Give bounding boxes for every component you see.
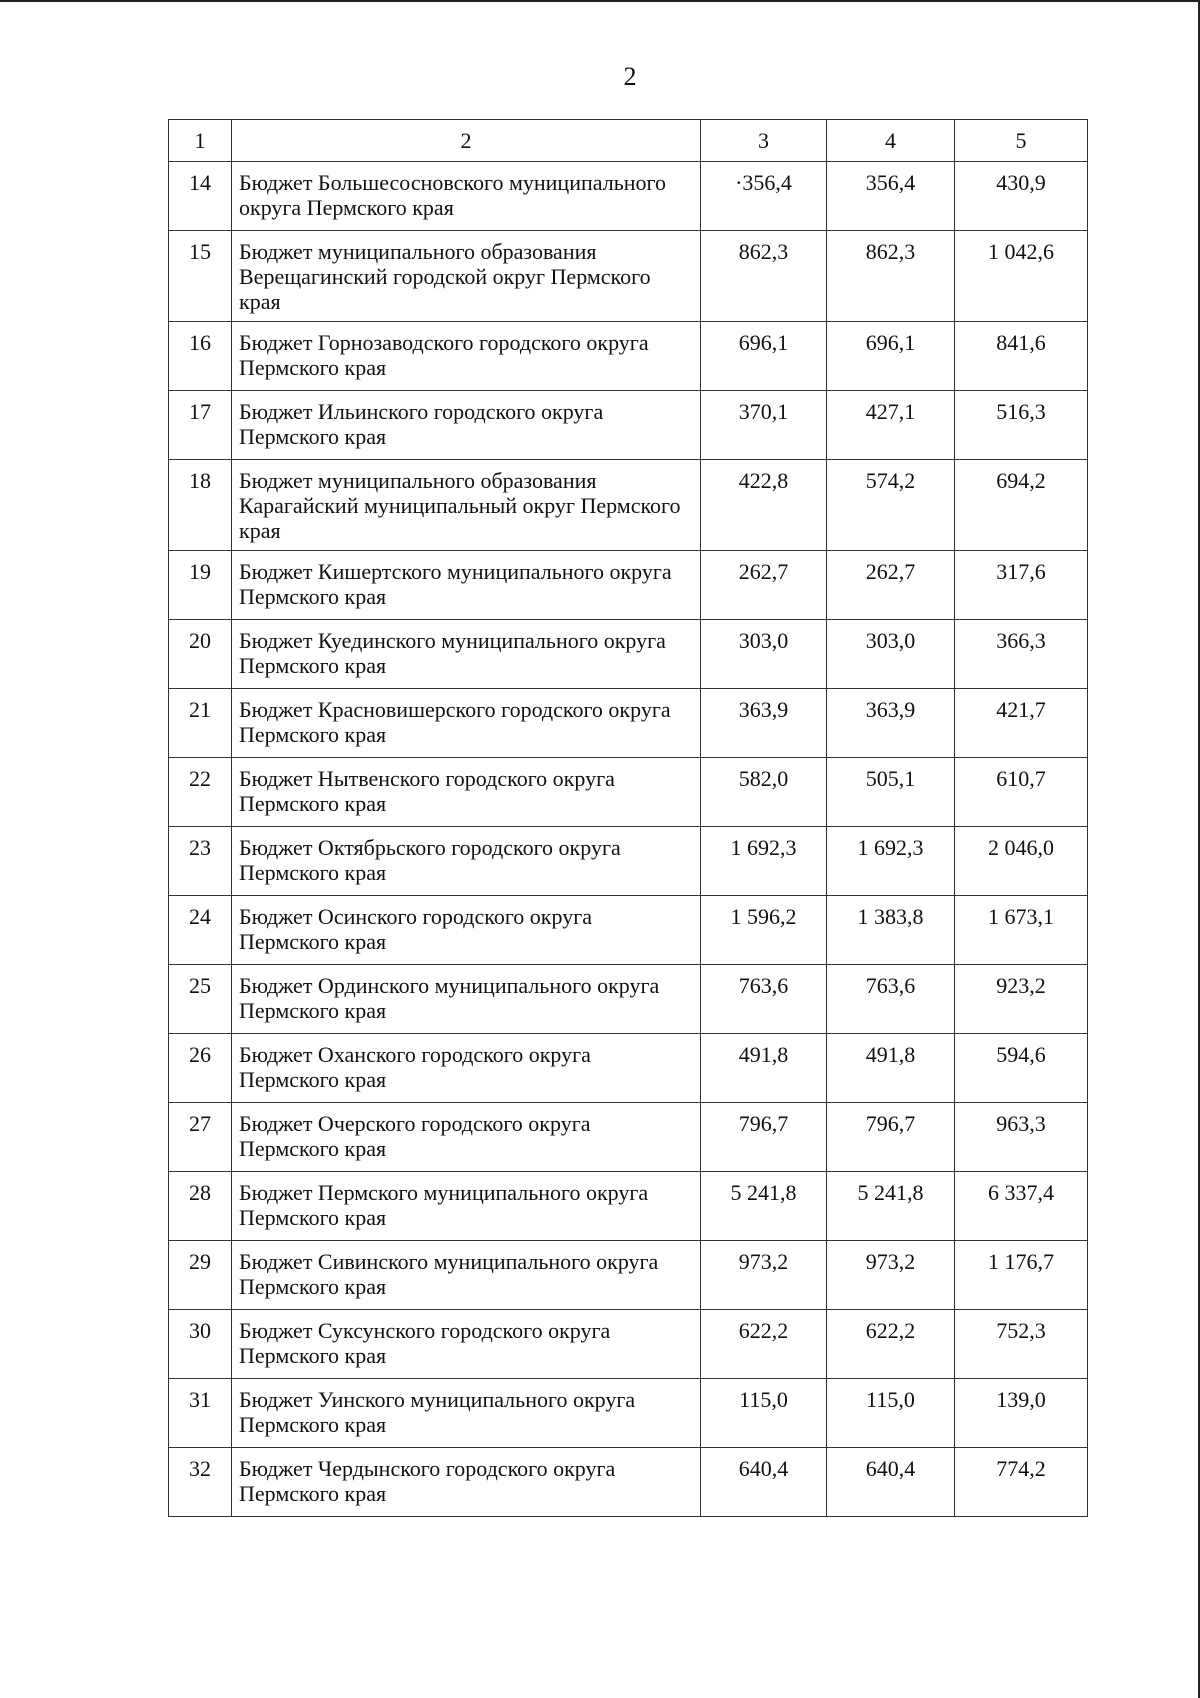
table-row	[169, 1172, 1088, 1241]
table-row	[169, 1448, 1088, 1517]
row-number-cell: 14	[169, 162, 232, 231]
value-col4-cell: 5 241,8	[827, 1172, 955, 1241]
value-col3-cell: 862,3	[701, 231, 827, 322]
value-col5-cell: 1 176,7	[955, 1241, 1088, 1310]
value-col5-cell: 594,6	[955, 1034, 1088, 1103]
budget-name-cell: Бюджет Горнозаводского городского округа Пермского края	[232, 322, 701, 391]
value-col4-cell: 640,4	[827, 1448, 955, 1517]
row-number-cell: 24	[169, 896, 232, 965]
value-col3-cell: 262,7	[701, 551, 827, 620]
value-col4-cell: 303,0	[827, 620, 955, 689]
row-number-cell: 17	[169, 391, 232, 460]
table-row	[169, 1034, 1088, 1103]
value-col3-cell: 363,9	[701, 689, 827, 758]
budget-name-cell: Бюджет Пермского муниципального округа Пермского края	[232, 1172, 701, 1241]
value-col4-cell: 491,8	[827, 1034, 955, 1103]
row-number-cell: 23	[169, 827, 232, 896]
value-col3-cell: 1 596,2	[701, 896, 827, 965]
row-number-cell: 22	[169, 758, 232, 827]
row-number-cell: 18	[169, 460, 232, 551]
budget-name-cell: Бюджет муниципального образования Верещагинский городской округ Пермского края	[232, 231, 701, 322]
table-row	[169, 1379, 1088, 1448]
value-col4-cell: 574,2	[827, 460, 955, 551]
value-col5-cell: 694,2	[955, 460, 1088, 551]
value-col4-cell: 262,7	[827, 551, 955, 620]
column-header: 4	[827, 120, 955, 162]
row-number-cell: 25	[169, 965, 232, 1034]
value-col3-cell: 370,1	[701, 391, 827, 460]
value-col5-cell: 610,7	[955, 758, 1088, 827]
table-row	[169, 620, 1088, 689]
budget-name-cell: Бюджет Сивинского муниципального округа Пермского края	[232, 1241, 701, 1310]
value-col3-cell: 1 692,3	[701, 827, 827, 896]
value-col5-cell: 963,3	[955, 1103, 1088, 1172]
row-number-cell: 29	[169, 1241, 232, 1310]
value-col5-cell: 6 337,4	[955, 1172, 1088, 1241]
value-col3-cell: 582,0	[701, 758, 827, 827]
value-col5-cell: 317,6	[955, 551, 1088, 620]
budget-name-cell: Бюджет Суксунского городского округа Пермского края	[232, 1310, 701, 1379]
table-row	[169, 827, 1088, 896]
budget-name-cell: Бюджет Осинского городского округа Пермского края	[232, 896, 701, 965]
value-col4-cell: 427,1	[827, 391, 955, 460]
value-col4-cell: 796,7	[827, 1103, 955, 1172]
value-col4-cell: 696,1	[827, 322, 955, 391]
column-header: 3	[701, 120, 827, 162]
budget-name-cell: Бюджет Кишертского муниципального округа Пермского края	[232, 551, 701, 620]
value-col4-cell: 862,3	[827, 231, 955, 322]
budget-name-cell: Бюджет муниципального образования Карагайский муниципальный округ Пермского края	[232, 460, 701, 551]
row-number-cell: 19	[169, 551, 232, 620]
value-col4-cell: 763,6	[827, 965, 955, 1034]
value-col3-cell: 622,2	[701, 1310, 827, 1379]
column-header: 5	[955, 120, 1088, 162]
value-col5-cell: 774,2	[955, 1448, 1088, 1517]
table-row	[169, 1310, 1088, 1379]
row-number-cell: 32	[169, 1448, 232, 1517]
value-col4-cell: 115,0	[827, 1379, 955, 1448]
row-number-cell: 31	[169, 1379, 232, 1448]
row-number-cell: 27	[169, 1103, 232, 1172]
table-row	[169, 1241, 1088, 1310]
column-header: 1	[169, 120, 232, 162]
budget-name-cell: Бюджет Ординского муниципального округа Пермского края	[232, 965, 701, 1034]
value-col4-cell: 356,4	[827, 162, 955, 231]
budget-name-cell: Бюджет Октябрьского городского округа Пермского края	[232, 827, 701, 896]
value-col3-cell: 796,7	[701, 1103, 827, 1172]
value-col5-cell: 1 042,6	[955, 231, 1088, 322]
budget-name-cell: Бюджет Чердынского городского округа Пермского края	[232, 1448, 701, 1517]
value-col5-cell: 923,2	[955, 965, 1088, 1034]
row-number-cell: 30	[169, 1310, 232, 1379]
value-col5-cell: 366,3	[955, 620, 1088, 689]
row-number-cell: 16	[169, 322, 232, 391]
column-header: 2	[232, 120, 701, 162]
row-number-cell: 15	[169, 231, 232, 322]
value-col4-cell: 505,1	[827, 758, 955, 827]
table-row	[169, 460, 1088, 551]
row-number-cell: 28	[169, 1172, 232, 1241]
value-col3-cell: 303,0	[701, 620, 827, 689]
budget-name-cell: Бюджет Куединского муниципального округа Пермского края	[232, 620, 701, 689]
value-col5-cell: 1 673,1	[955, 896, 1088, 965]
value-col4-cell: 622,2	[827, 1310, 955, 1379]
table-row	[169, 689, 1088, 758]
page-number: 2	[623, 62, 637, 91]
budget-table	[168, 119, 1088, 1517]
value-col3-cell: ·356,4	[701, 162, 827, 231]
row-number-cell: 21	[169, 689, 232, 758]
value-col5-cell: 139,0	[955, 1379, 1088, 1448]
value-col3-cell: 640,4	[701, 1448, 827, 1517]
row-number-cell: 20	[169, 620, 232, 689]
table-row	[169, 758, 1088, 827]
value-col4-cell: 973,2	[827, 1241, 955, 1310]
table-body	[169, 120, 1088, 1517]
value-col4-cell: 1 692,3	[827, 827, 955, 896]
table-row	[169, 1103, 1088, 1172]
table-header-row	[169, 120, 1088, 162]
table-row	[169, 896, 1088, 965]
row-number-cell: 26	[169, 1034, 232, 1103]
table-row	[169, 965, 1088, 1034]
value-col5-cell: 752,3	[955, 1310, 1088, 1379]
value-col3-cell: 422,8	[701, 460, 827, 551]
value-col5-cell: 841,6	[955, 322, 1088, 391]
table-row	[169, 162, 1088, 231]
value-col3-cell: 115,0	[701, 1379, 827, 1448]
budget-name-cell: Бюджет Оханского городского округа Пермского края	[232, 1034, 701, 1103]
value-col5-cell: 421,7	[955, 689, 1088, 758]
scan-border-top	[0, 0, 1200, 2]
value-col5-cell: 2 046,0	[955, 827, 1088, 896]
table-row	[169, 551, 1088, 620]
value-col3-cell: 5 241,8	[701, 1172, 827, 1241]
table-row	[169, 231, 1088, 322]
value-col3-cell: 973,2	[701, 1241, 827, 1310]
table-row	[169, 391, 1088, 460]
budget-name-cell: Бюджет Очерского городского округа Пермского края	[232, 1103, 701, 1172]
value-col4-cell: 363,9	[827, 689, 955, 758]
budget-name-cell: Бюджет Красновишерского городского округа Пермского края	[232, 689, 701, 758]
budget-name-cell: Бюджет Ильинского городского округа Пермского края	[232, 391, 701, 460]
value-col3-cell: 491,8	[701, 1034, 827, 1103]
value-col4-cell: 1 383,8	[827, 896, 955, 965]
value-col3-cell: 696,1	[701, 322, 827, 391]
value-col3-cell: 763,6	[701, 965, 827, 1034]
table-row	[169, 322, 1088, 391]
budget-name-cell: Бюджет Уинского муниципального округа Пермского края	[232, 1379, 701, 1448]
budget-name-cell: Бюджет Нытвенского городского округа Пермского края	[232, 758, 701, 827]
value-col5-cell: 430,9	[955, 162, 1088, 231]
budget-name-cell: Бюджет Большесосновского муниципального округа Пермского края	[232, 162, 701, 231]
value-col5-cell: 516,3	[955, 391, 1088, 460]
